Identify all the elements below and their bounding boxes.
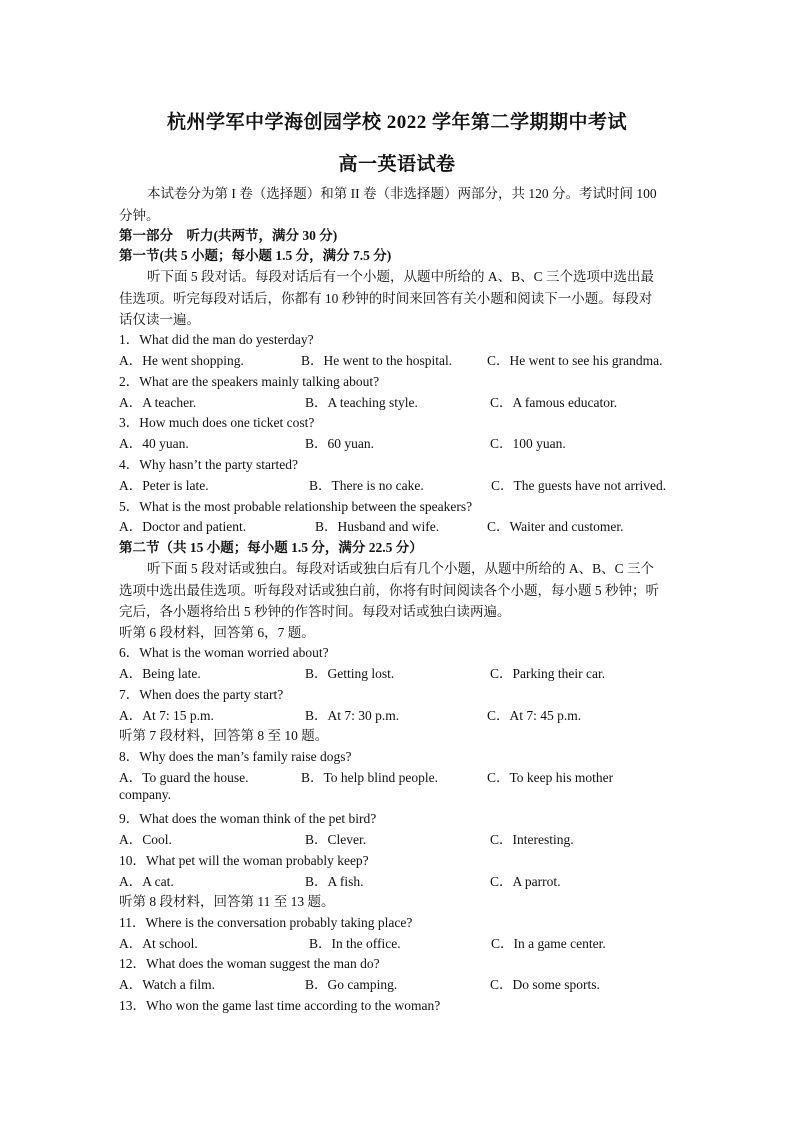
material-6-note: 听第 6 段材料，回答第 6，7 题。 <box>119 625 315 640</box>
question-7: 7．When does the party start? <box>119 687 284 702</box>
q1-option-b: B．He went to the hospital. <box>301 353 453 368</box>
question-1: 1．What did the man do yesterday? <box>119 332 314 347</box>
section1-heading: 第一节(共 5 小题；每小题 1.5 分，满分 7.5 分) <box>119 248 392 263</box>
exam-title: 杭州学军中学海创园学校 2022 学年第二学期期中考试 <box>166 112 627 133</box>
q6-option-b: B．Getting lost. <box>305 666 395 681</box>
intro-line-2: 分钟。 <box>119 208 160 223</box>
question-12: 12．What does the woman suggest the man do? <box>119 956 380 971</box>
question-11: 11．Where is the conversation probably taking place? <box>119 915 413 930</box>
section2-heading: 第二节（共 15 小题；每小题 1.5 分，满分 22.5 分） <box>119 540 423 555</box>
material-8-note: 听第 8 段材料，回答第 11 至 13 题。 <box>119 894 335 909</box>
q10-option-b: B．A fish. <box>305 874 364 889</box>
question-8: 8．Why does the man’s family raise dogs? <box>119 749 352 764</box>
q11-option-a: A．At school. <box>119 936 198 951</box>
q12-option-c: C．Do some sports. <box>490 977 600 992</box>
question-4: 4．Why hasn’t the party started? <box>119 457 298 472</box>
question-10: 10．What pet will the woman probably keep? <box>119 853 369 868</box>
q7-option-c: C．At 7: 45 p.m. <box>487 708 582 723</box>
q5-option-b: B．Husband and wife. <box>315 519 440 534</box>
q4-option-c: C．The guests have not arrived. <box>491 478 667 493</box>
q4-option-b: B．There is no cake. <box>309 478 424 493</box>
part1-heading: 第一部分 听力(共两节，满分 30 分) <box>119 228 338 243</box>
q1-option-c: C．He went to see his grandma. <box>487 353 663 368</box>
q1-option-a: A．He went shopping. <box>119 353 244 368</box>
q3-option-a: A．40 yuan. <box>119 436 189 451</box>
q12-option-b: B．Go camping. <box>305 977 398 992</box>
q9-option-c: C．Interesting. <box>490 832 574 847</box>
section2-instruction-1: 听下面 5 段对话或独白。每段对话或独白后有几个小题，从题中所给的 A、B、C 三个 <box>147 561 655 576</box>
q5-option-a: A．Doctor and patient. <box>119 519 247 534</box>
q6-option-c: C．Parking their car. <box>490 666 606 681</box>
q12-option-a: A．Watch a film. <box>119 977 216 992</box>
q2-option-c: C．A famous educator. <box>490 395 618 410</box>
question-5: 5．What is the most probable relationship between the speakers? <box>119 499 473 514</box>
q8-option-c: C．To keep his mother <box>487 770 614 785</box>
q11-option-c: C．In a game center. <box>491 936 606 951</box>
q8-option-c-continued: company. <box>119 787 171 802</box>
q3-option-b: B．60 yuan. <box>305 436 374 451</box>
section2-instruction-3: 完后，各小题将给出 5 秒钟的作答时间。每段对话或独白读两遍。 <box>119 604 511 619</box>
q8-option-b: B．To help blind people. <box>301 770 439 785</box>
intro-line-1: 本试卷分为第 I 卷（选择题）和第 II 卷（非选择题）两部分，共 120 分。考试时间 100 <box>147 186 657 201</box>
q5-option-c: C．Waiter and customer. <box>487 519 624 534</box>
question-2: 2．What are the speakers mainly talking about? <box>119 374 380 389</box>
q10-option-a: A．A cat. <box>119 874 174 889</box>
question-13: 13．Who won the game last time according to the woman? <box>119 998 441 1013</box>
section2-instruction-2: 选项中选出最佳选项。听每段对话或独白前，你将有时间阅读各个小题，每小题 5 秒钟；听 <box>119 583 659 598</box>
section1-instruction-2: 佳选项。听完每段对话后，你都有 10 秒钟的时间来回答有关小题和阅读下一小题。每段对 <box>119 291 653 306</box>
material-7-note: 听第 7 段材料，回答第 8 至 10 题。 <box>119 728 329 743</box>
q4-option-a: A．Peter is late. <box>119 478 209 493</box>
section1-instruction-1: 听下面 5 段对话。每段对话后有一个小题，从题中所给的 A、B、C 三个选项中选出最 <box>147 269 655 284</box>
section1-instruction-3: 话仅读一遍。 <box>119 312 200 327</box>
q7-option-b: B．At 7: 30 p.m. <box>305 708 400 723</box>
q11-option-b: B．In the office. <box>309 936 401 951</box>
exam-subtitle: 高一英语试卷 <box>338 154 456 175</box>
question-3: 3．How much does one ticket cost? <box>119 415 315 430</box>
question-9: 9．What does the woman think of the pet bird? <box>119 811 377 826</box>
q2-option-b: B．A teaching style. <box>305 395 418 410</box>
q9-option-b: B．Clever. <box>305 832 367 847</box>
q8-option-a: A．To guard the house. <box>119 770 249 785</box>
q9-option-a: A．Cool. <box>119 832 172 847</box>
question-6: 6．What is the woman worried about? <box>119 645 329 660</box>
q10-option-c: C．A parrot. <box>490 874 561 889</box>
q3-option-c: C．100 yuan. <box>490 436 566 451</box>
q7-option-a: A．At 7: 15 p.m. <box>119 708 214 723</box>
q6-option-a: A．Being late. <box>119 666 201 681</box>
q2-option-a: A．A teacher. <box>119 395 197 410</box>
